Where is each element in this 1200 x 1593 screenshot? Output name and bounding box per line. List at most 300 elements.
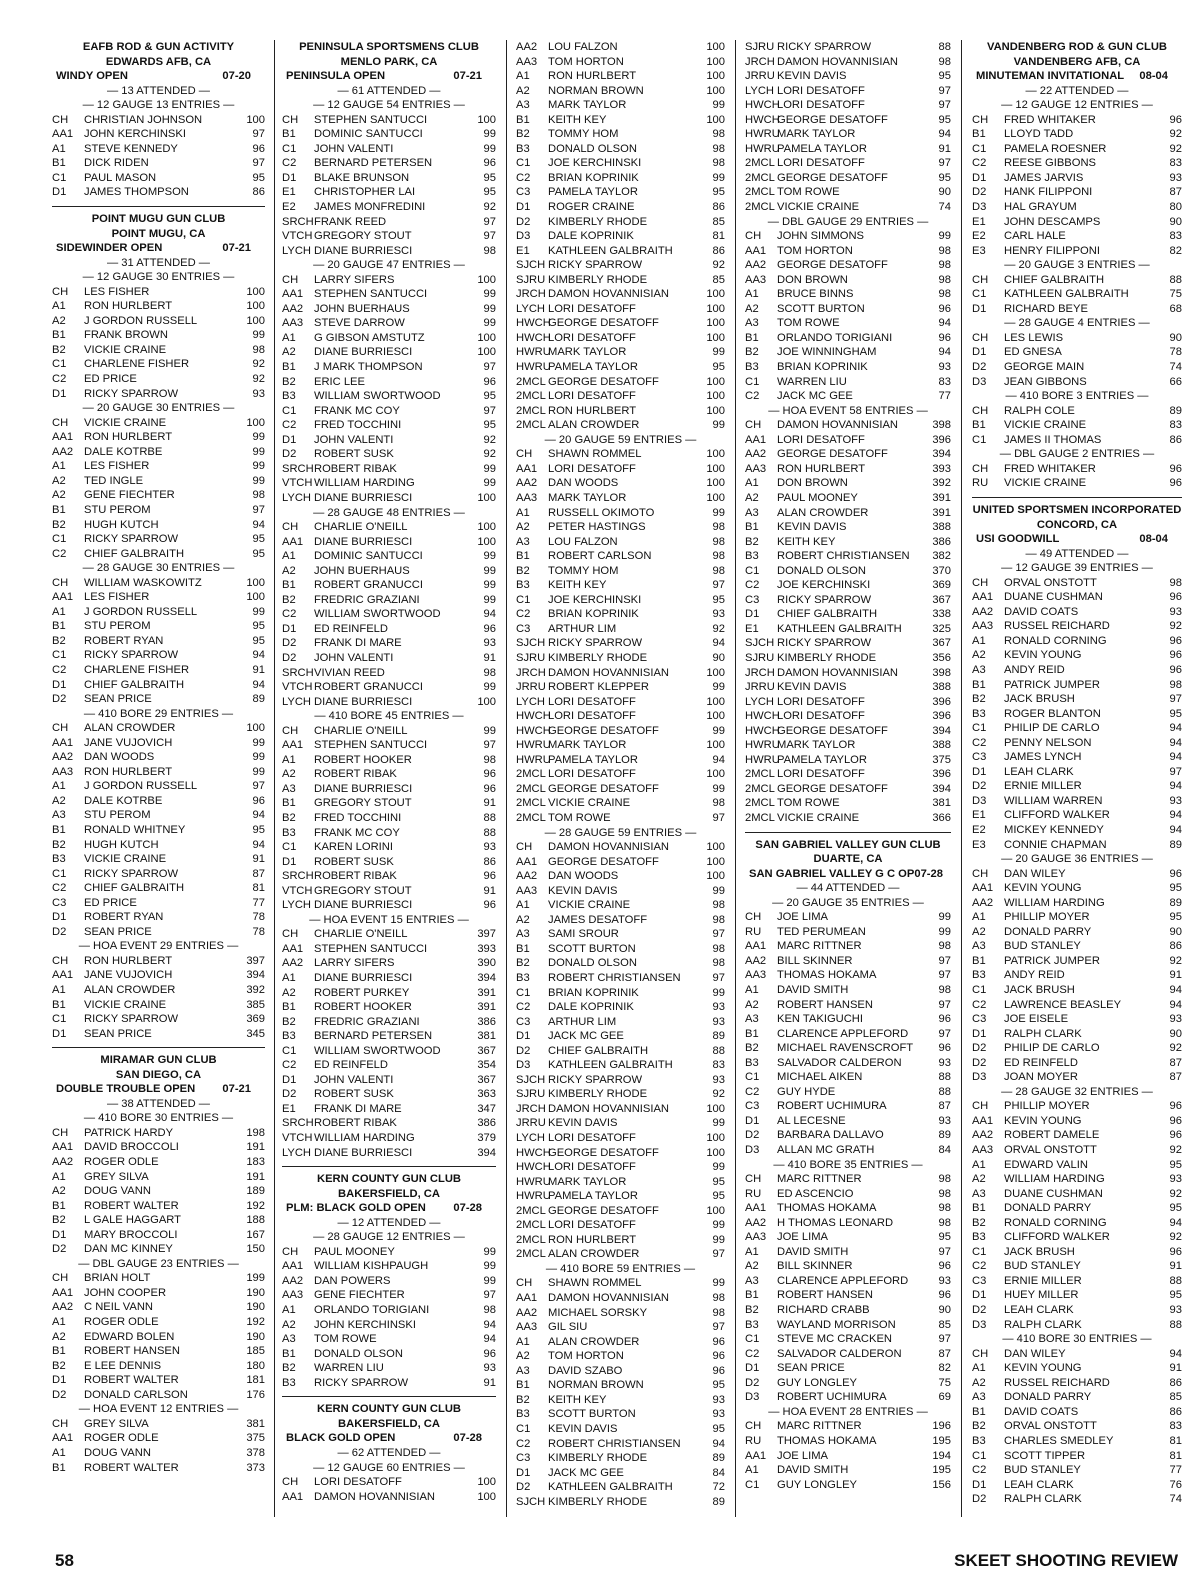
shooter-name: BARBARA DALLAVO xyxy=(777,1129,884,1142)
class-code: VTCH xyxy=(282,477,313,490)
class-code: B1 xyxy=(972,128,986,141)
result-row xyxy=(282,884,496,899)
result-row xyxy=(972,678,1182,693)
class-code: VTCH xyxy=(282,681,313,694)
score: 87 xyxy=(1169,186,1182,199)
result-row xyxy=(972,1288,1182,1303)
score: 89 xyxy=(712,1030,725,1043)
score: 96 xyxy=(483,870,496,883)
result-row xyxy=(282,869,496,884)
score: 94 xyxy=(712,1437,725,1450)
result-row xyxy=(745,564,951,579)
score: 99 xyxy=(712,1161,725,1174)
result-row xyxy=(516,1495,725,1510)
shooter-name: ALAN CROWDER xyxy=(84,984,176,996)
shooter-name: ANDY REID xyxy=(1004,663,1065,676)
result-row xyxy=(745,462,951,477)
shooter-name: GUY LONGLEY xyxy=(777,1376,858,1389)
result-row xyxy=(282,185,496,200)
result-row xyxy=(745,680,951,695)
class-code: A1 xyxy=(972,911,986,924)
class-code: D1 xyxy=(52,186,67,199)
score: 72 xyxy=(712,1481,725,1494)
class-code: D1 xyxy=(52,911,67,924)
class-code: D3 xyxy=(972,375,987,388)
shooter-name: SHAWN ROMMEL xyxy=(548,1277,642,1290)
class-code: A3 xyxy=(516,1364,530,1377)
result-row xyxy=(52,663,265,678)
class-code: D1 xyxy=(282,433,297,446)
score: 69 xyxy=(938,1391,951,1404)
class-code: SRCH xyxy=(282,215,314,228)
shooter-name: VICKIE CRAINE xyxy=(1004,477,1087,490)
shooter-name: BILL SKINNER xyxy=(777,1260,853,1273)
result-row xyxy=(516,389,725,404)
shooter-name: LOU FALZON xyxy=(548,41,618,53)
result-row xyxy=(52,171,265,186)
score: 392 xyxy=(932,477,951,490)
score: 98 xyxy=(938,288,951,301)
shooter-name: ALAN CROWDER xyxy=(84,722,176,735)
score: 98 xyxy=(938,259,951,272)
score: 100 xyxy=(706,302,725,315)
shooter-name: THOMAS HOKAMA xyxy=(777,1202,877,1215)
result-row xyxy=(745,1419,951,1434)
score: 100 xyxy=(706,113,725,126)
shooter-name: J GORDON RUSSELL xyxy=(84,780,198,793)
class-code: A1 xyxy=(282,753,296,766)
result-row xyxy=(52,142,265,157)
class-code: D2 xyxy=(282,637,297,650)
result-row xyxy=(52,852,265,867)
class-code: 2MCL xyxy=(516,404,546,417)
class-code: A2 xyxy=(516,913,530,926)
shooter-name: JACK BRUSH xyxy=(1004,984,1075,996)
score: 96 xyxy=(1169,663,1182,676)
shooter-name: JANE VUJOVICH xyxy=(84,736,173,749)
score: 75 xyxy=(938,1376,951,1389)
result-row xyxy=(745,1187,951,1202)
result-row xyxy=(282,811,496,826)
result-row xyxy=(52,692,265,707)
result-row xyxy=(745,1332,951,1347)
class-code: AA2 xyxy=(972,896,994,909)
class-code: D2 xyxy=(282,651,297,664)
result-row xyxy=(745,1259,951,1274)
score: 95 xyxy=(712,1422,725,1435)
result-row xyxy=(282,1303,496,1318)
shooter-name: KEVIN DAVIS xyxy=(777,681,847,694)
result-row xyxy=(972,127,1182,142)
shooter-name: PAUL MOONEY xyxy=(314,1245,395,1258)
result-row xyxy=(745,998,951,1013)
result-row xyxy=(516,913,725,928)
score: 87 xyxy=(1169,1056,1182,1069)
shooter-name: HENRY FILIPPONI xyxy=(1004,244,1100,257)
class-code: CH xyxy=(972,867,989,880)
score: 74 xyxy=(1169,1493,1182,1506)
result-row xyxy=(52,430,265,445)
shooter-name: DAMON HOVANNISIAN xyxy=(777,419,899,432)
shooter-name: KIMBERLY RHODE xyxy=(777,651,877,664)
result-row xyxy=(745,1099,951,1114)
result-row xyxy=(282,738,496,753)
shooter-name: JAMES MONFREDINI xyxy=(314,201,426,214)
result-row xyxy=(972,576,1182,591)
result-row xyxy=(516,1204,725,1219)
shooter-name: MICHAEL RAVENSCROFT xyxy=(777,1042,914,1055)
event-subheading: — 20 GAUGE 47 ENTRIES — xyxy=(313,259,465,272)
shooter-name: STEVE DARROW xyxy=(314,317,405,330)
class-code: 2MCL xyxy=(516,375,546,388)
result-row xyxy=(516,956,725,971)
score: 367 xyxy=(477,1073,496,1086)
shooter-name: GEORGE DESATOFF xyxy=(548,855,659,868)
class-code: B3 xyxy=(52,853,66,866)
shooter-name: ED REINFELD xyxy=(314,622,388,635)
result-row xyxy=(282,462,496,477)
shooter-name: GUY LONGLEY xyxy=(777,1478,858,1491)
score: 100 xyxy=(246,300,265,313)
class-code: D1 xyxy=(516,1466,531,1479)
class-code: CH xyxy=(52,285,69,298)
result-row xyxy=(745,1230,951,1245)
class-code: D1 xyxy=(282,171,297,184)
class-code: D2 xyxy=(282,1088,297,1101)
class-code: E1 xyxy=(972,215,986,228)
shooter-name: KEITH KEY xyxy=(548,1393,607,1406)
class-code: AA3 xyxy=(516,491,538,504)
class-code: C3 xyxy=(972,751,987,764)
shooter-name: LORI DESATOFF xyxy=(548,1132,636,1145)
shooter-name: PATRICK JUMPER xyxy=(1004,954,1100,967)
shooter-name: PAUL MASON xyxy=(84,171,157,184)
shooter-name: WILLIAM HARDING xyxy=(314,1132,415,1145)
class-code: C3 xyxy=(52,896,67,909)
result-row xyxy=(282,680,496,695)
result-row xyxy=(972,360,1182,375)
shooter-name: VICKIE CRAINE xyxy=(548,797,631,810)
score: 98 xyxy=(1169,576,1182,589)
score: 92 xyxy=(1169,620,1182,633)
shooter-name: CLIFFORD WALKER xyxy=(1004,1231,1110,1244)
score: 95 xyxy=(712,1190,725,1203)
result-row xyxy=(52,1126,265,1141)
score: 100 xyxy=(706,41,725,53)
score: 86 xyxy=(1169,940,1182,953)
class-code: C1 xyxy=(516,593,531,606)
class-code: CH xyxy=(516,1277,533,1290)
shooter-name: JOHN COOPER xyxy=(84,1286,167,1299)
result-row xyxy=(52,518,265,533)
result-row xyxy=(282,971,496,986)
class-code: E2 xyxy=(972,823,986,836)
score: 85 xyxy=(712,215,725,228)
shooter-name: JACK MC GEE xyxy=(548,1030,624,1043)
result-row xyxy=(972,867,1182,882)
class-code: C2 xyxy=(52,373,67,386)
result-row xyxy=(52,1271,265,1286)
class-code: A1 xyxy=(282,972,296,984)
score: 88 xyxy=(1169,1274,1182,1287)
result-row xyxy=(745,1172,951,1187)
score: 96 xyxy=(938,302,951,315)
score: 78 xyxy=(1169,346,1182,359)
shooter-name: ROGER BLANTON xyxy=(1004,707,1101,720)
class-code: C2 xyxy=(745,1347,760,1360)
class-code: CH xyxy=(52,416,69,429)
class-code: VTCH xyxy=(282,230,313,243)
shoot-date: 07-21 xyxy=(453,70,482,83)
shooter-name: PATRICK HARDY xyxy=(84,1126,174,1139)
result-row xyxy=(745,1201,951,1216)
score: 89 xyxy=(1169,404,1182,417)
class-code: B1 xyxy=(282,1347,296,1360)
result-row xyxy=(972,707,1182,722)
shooter-name: KIMBERLY RHODE xyxy=(548,1088,648,1101)
score: 92 xyxy=(1169,128,1182,141)
class-code: A1 xyxy=(516,70,530,83)
shooter-name: REESE GIBBONS xyxy=(1004,157,1097,170)
score: 99 xyxy=(938,925,951,938)
shooter-name: ROBERT RYAN xyxy=(84,911,164,924)
shooter-name: DALE KOTRBE xyxy=(84,794,163,807)
shooter-name: J GORDON RUSSELL xyxy=(84,605,198,618)
class-code: D2 xyxy=(972,1056,987,1069)
score: 95 xyxy=(252,171,265,184)
shooter-name: JOHN VALENTI xyxy=(314,1073,394,1086)
class-code: A3 xyxy=(516,928,530,941)
shooter-name: DAMON HOVANNISIAN xyxy=(548,1102,670,1115)
club-heading: MENLO PARK, CA xyxy=(340,55,438,68)
class-code: A3 xyxy=(972,1187,986,1200)
shooter-name: BRIAN KOPRINIK xyxy=(548,608,639,621)
result-row xyxy=(282,1131,496,1146)
shooter-name: ED PRICE xyxy=(84,373,137,386)
shooter-name: SALVADOR CALDERON xyxy=(777,1056,902,1069)
score: 373 xyxy=(246,1461,265,1474)
score: 398 xyxy=(932,666,951,679)
shooter-name: LORI DESATOFF xyxy=(314,1476,402,1489)
score: 189 xyxy=(246,1185,265,1198)
result-row xyxy=(282,1146,496,1161)
score: 385 xyxy=(246,998,265,1011)
result-row xyxy=(282,651,496,666)
event-subheading: — DBL GAUGE 29 ENTRIES — xyxy=(767,215,929,228)
score: 98 xyxy=(938,273,951,286)
class-code: C1 xyxy=(745,1071,760,1084)
class-code: A2 xyxy=(52,1185,66,1198)
result-row xyxy=(516,1335,725,1350)
class-code: CH xyxy=(52,1417,69,1430)
result-row xyxy=(52,590,265,605)
shooter-name: KEITH KEY xyxy=(777,535,836,548)
result-row xyxy=(52,459,265,474)
score: 99 xyxy=(483,579,496,592)
result-row xyxy=(516,40,725,55)
class-code: AA1 xyxy=(52,591,74,604)
results-column-1 xyxy=(52,40,265,1517)
result-row xyxy=(52,488,265,503)
score: 98 xyxy=(712,142,725,155)
result-row xyxy=(516,1131,725,1146)
score: 95 xyxy=(938,70,951,83)
score: 93 xyxy=(938,1114,951,1127)
class-code: B1 xyxy=(52,329,66,342)
result-row xyxy=(282,956,496,971)
score: 391 xyxy=(932,491,951,504)
shooter-name: RON HURLBERT xyxy=(548,1233,637,1246)
shooter-name: RON HURLBERT xyxy=(548,70,637,83)
class-code: CH xyxy=(972,113,989,126)
score: 97 xyxy=(483,404,496,417)
shooter-name: CHARLENE FISHER xyxy=(84,663,190,676)
shoot-name: BLACK GOLD OPEN xyxy=(286,1432,396,1445)
class-code: A2 xyxy=(745,998,759,1011)
result-row xyxy=(516,680,725,695)
shooter-name: RON HURLBERT xyxy=(84,954,173,967)
result-row xyxy=(52,808,265,823)
score: 96 xyxy=(938,331,951,344)
shooter-name: STU PEROM xyxy=(84,503,151,516)
shooter-name: BERNARD PETERSEN xyxy=(314,1030,433,1043)
score: 100 xyxy=(706,841,725,854)
event-subheading: — 20 GAUGE 36 ENTRIES — xyxy=(1001,853,1153,866)
score: 394 xyxy=(477,1146,496,1159)
shooter-name: SAMI SROUR xyxy=(548,928,619,941)
shooter-name: RICKY SPARROW xyxy=(548,259,643,272)
result-row xyxy=(282,360,496,375)
result-row xyxy=(745,185,951,200)
result-row xyxy=(516,1320,725,1335)
score: 92 xyxy=(1169,1042,1182,1055)
score: 92 xyxy=(252,358,265,371)
result-row xyxy=(745,593,951,608)
score: 98 xyxy=(483,1304,496,1317)
result-row xyxy=(745,375,951,390)
shooter-name: L GALE HAGGART xyxy=(84,1214,181,1227)
class-code: D1 xyxy=(745,1362,760,1375)
shoot-title xyxy=(282,69,496,84)
class-code: B3 xyxy=(282,1376,296,1389)
score: 97 xyxy=(938,1027,951,1040)
class-code: A2 xyxy=(745,302,759,315)
class-code: B2 xyxy=(52,343,66,356)
score: 83 xyxy=(1169,1420,1182,1433)
result-row xyxy=(745,796,951,811)
shooter-name: KIMBERLY RHODE xyxy=(548,273,648,286)
score: 398 xyxy=(932,419,951,432)
score: 378 xyxy=(246,1446,265,1459)
class-code: B2 xyxy=(282,1362,296,1375)
result-row xyxy=(516,724,725,739)
result-row xyxy=(972,1056,1182,1071)
result-row xyxy=(972,1478,1182,1493)
result-row xyxy=(516,1407,725,1422)
shoot-name: PENINSULA OPEN xyxy=(286,70,386,83)
shooter-name: GEORGE DESATOFF xyxy=(777,259,888,272)
shooter-name: RICHARD CRABB xyxy=(777,1304,870,1317)
result-row xyxy=(972,998,1182,1013)
shooter-name: SEAN PRICE xyxy=(84,925,152,938)
class-code: RU xyxy=(745,1434,762,1447)
shooter-name: CHIEF GALBRAITH xyxy=(1004,273,1105,286)
score: 86 xyxy=(712,244,725,257)
score: 97 xyxy=(938,969,951,982)
class-code: B3 xyxy=(745,361,759,374)
result-row xyxy=(745,925,951,940)
shooter-name: SEAN PRICE xyxy=(84,693,152,706)
result-row xyxy=(972,605,1182,620)
result-row xyxy=(745,1070,951,1085)
result-row xyxy=(282,113,496,128)
score: 393 xyxy=(477,942,496,955)
shooter-name: JOHN KERCHINSKI xyxy=(84,128,186,141)
class-code: C1 xyxy=(516,986,531,999)
class-code: A3 xyxy=(52,809,66,822)
score: 100 xyxy=(477,491,496,504)
score: 94 xyxy=(1169,984,1182,996)
result-row xyxy=(745,1288,951,1303)
shooter-name: BRUCE BINNS xyxy=(777,288,854,301)
result-row xyxy=(282,375,496,390)
score: 92 xyxy=(1169,1144,1182,1157)
score: 77 xyxy=(252,896,265,909)
shooter-name: LES FISHER xyxy=(84,460,150,473)
result-row xyxy=(516,1422,725,1437)
shooter-name: ROBERT GRANUCCI xyxy=(314,579,423,592)
shooter-name: DIANE BURRIESCI xyxy=(314,695,413,708)
result-row xyxy=(52,314,265,329)
event-subheading: — 44 ATTENDED — xyxy=(796,882,900,895)
score: 191 xyxy=(246,1170,265,1183)
class-code: CH xyxy=(282,521,299,534)
score: 190 xyxy=(246,1330,265,1343)
result-row xyxy=(972,1187,1182,1202)
result-row xyxy=(282,215,496,230)
result-row xyxy=(516,1480,725,1495)
result-row xyxy=(52,1300,265,1315)
shooter-name: KIMBERLY RHODE xyxy=(548,215,648,228)
score: 76 xyxy=(1169,1478,1182,1491)
result-row xyxy=(972,476,1182,491)
shooter-name: RON HURLBERT xyxy=(84,300,173,313)
shooter-name: CLARENCE APPLEFORD xyxy=(777,1027,909,1040)
score: 98 xyxy=(712,535,725,548)
score: 382 xyxy=(932,550,951,563)
class-code: C1 xyxy=(972,1449,987,1462)
result-row xyxy=(745,1434,951,1449)
shooter-name: ROBERT SUSK xyxy=(314,855,394,868)
score: 95 xyxy=(1169,1289,1182,1302)
class-code: AA1 xyxy=(52,1286,74,1299)
class-code: C2 xyxy=(972,1260,987,1273)
result-row xyxy=(52,1242,265,1257)
score: 95 xyxy=(1169,1158,1182,1171)
result-row xyxy=(972,345,1182,360)
score: 97 xyxy=(712,928,725,941)
shooter-name: FREDRIC GRAZIANI xyxy=(314,1015,420,1028)
class-code: E2 xyxy=(282,201,296,214)
score: 99 xyxy=(712,506,725,519)
result-row xyxy=(282,666,496,681)
class-code: A2 xyxy=(745,1260,759,1273)
score: 99 xyxy=(252,765,265,778)
class-code: AA1 xyxy=(516,462,538,475)
result-row xyxy=(972,1376,1182,1391)
class-code: D2 xyxy=(972,1304,987,1317)
result-row xyxy=(52,343,265,358)
